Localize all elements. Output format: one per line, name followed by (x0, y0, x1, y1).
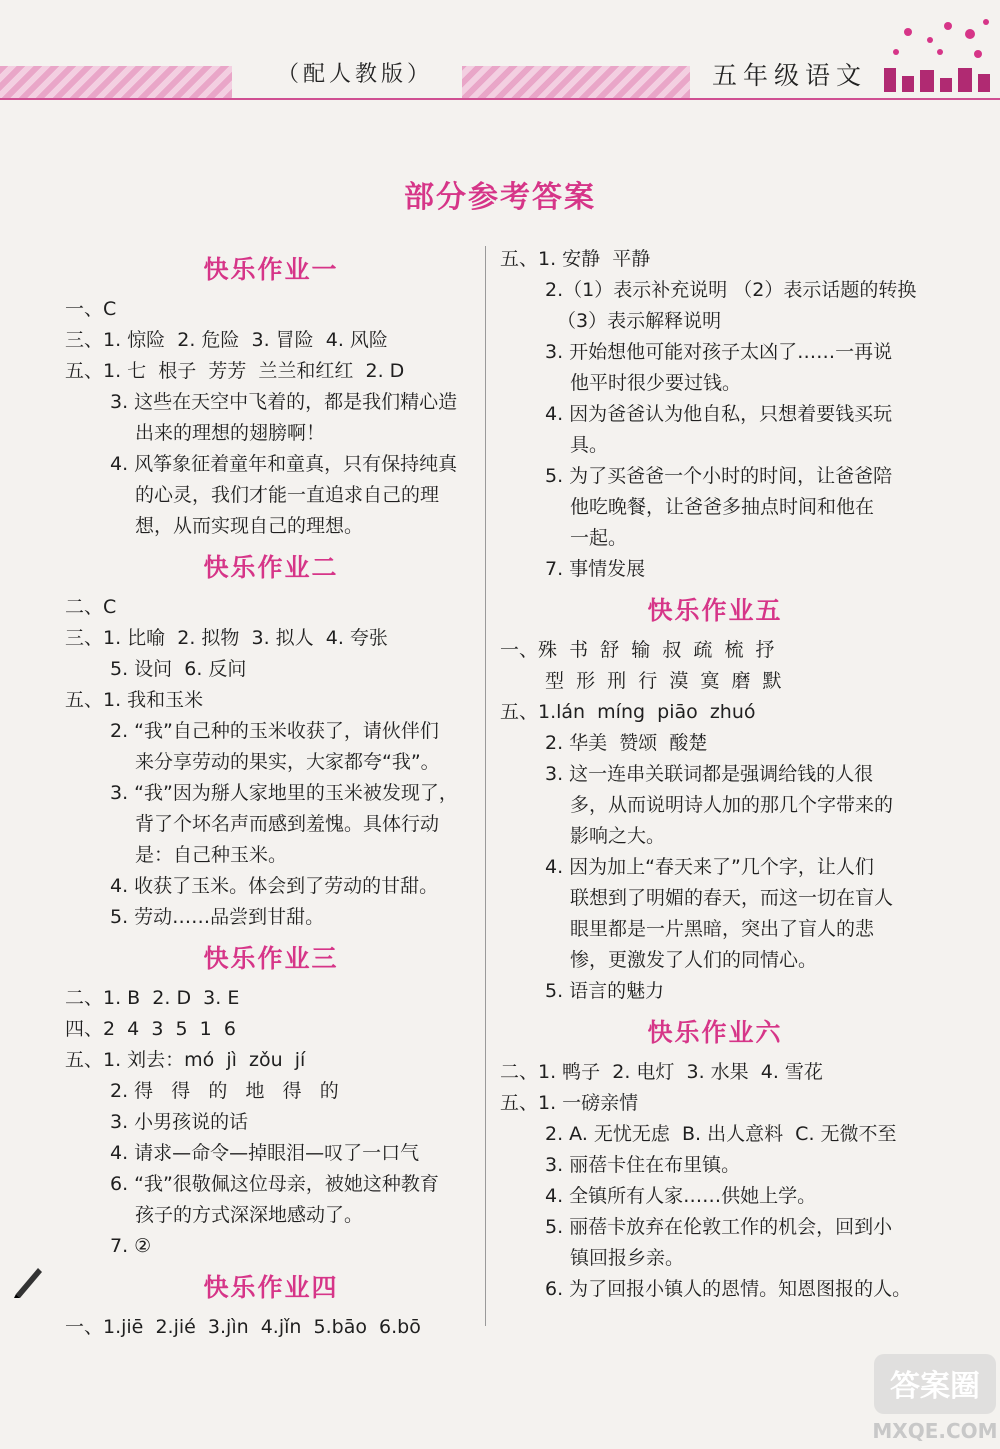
watermark-chars: 答案圈 (890, 1369, 980, 1404)
answer-line: 孩子的方式深深地感动了。 (135, 1204, 364, 1226)
answer-line: 4. 全镇所有人家……供她上学。 (545, 1185, 817, 1207)
answer-line: 型 形 刑 行 漠 寞 磨 默 (545, 670, 782, 692)
answer-line: 2. 华美 赞颂 酸楚 (545, 732, 708, 754)
answer-line: 五、1.lán míng piāo zhuó (500, 701, 756, 723)
answer-line: 7. ② (110, 1235, 152, 1257)
answer-line: 一、1.jiē 2.jié 3.jìn 4.jǐn 5.bāo 6.bō (65, 1316, 421, 1338)
right-column (500, 244, 930, 1305)
answer-line: 五、1. 安静 平静 (500, 248, 651, 270)
answer-line: 3. 丽蓓卡住在布里镇。 (545, 1154, 741, 1176)
answer-line: 镇回报乡亲。 (570, 1247, 685, 1269)
decorative-flowers-icon (878, 12, 996, 96)
answer-line: 三、1. 比喻 2. 拟物 3. 拟人 4. 夸张 (65, 627, 388, 649)
grade-subject-title: 五年级语文 (712, 61, 868, 90)
answer-line: 背了个坏名声而感到羞愧。具体行动 (135, 813, 440, 835)
answer-line: 5. 劳动……品尝到甘甜。 (110, 906, 325, 928)
answer-line: 3. 小男孩说的话 (110, 1111, 249, 1133)
answer-line: 四、2 4 3 5 1 6 (65, 1018, 236, 1040)
answer-line: 7. 事情发展 (545, 558, 646, 580)
answer-line: 五、1. 一磅亲情 (500, 1092, 639, 1114)
answer-line: 影响之大。 (570, 825, 666, 847)
answer-line: 是：自己种玉米。 (135, 844, 288, 866)
answer-line: 五、1. 我和玉米 (65, 689, 204, 711)
answer-line: 五、1. 七 根子 芳芳 兰兰和红红 2. D (65, 360, 405, 382)
column-divider (485, 246, 486, 1326)
section-heading: 快乐作业二 (203, 553, 339, 582)
section-heading: 快乐作业四 (203, 1273, 339, 1302)
answer-line: 6. “我”很敬佩这位母亲，被她这种教育 (110, 1173, 439, 1195)
answer-line: 一、殊 书 舒 输 叔 疏 梳 抒 (500, 639, 775, 661)
answer-line: 的心灵，我们才能一直追求自己的理 (135, 484, 440, 506)
answer-line: 3. 开始想他可能对孩子太凶了……一再说 (545, 341, 893, 363)
answer-line: 二、C (65, 596, 117, 618)
answer-line: 多，从而说明诗人加的那几个字带来的 (570, 794, 894, 816)
answer-line: 6. 为了回报小镇人的恩情。知恩图报的人。 (545, 1278, 912, 1300)
answer-line: 5. 丽蓓卡放弃在伦敦工作的机会，回到小 (545, 1216, 893, 1238)
answer-line: 3. 这些在天空中飞着的，都是我们精心造 (110, 391, 458, 413)
answer-line: 一、C (65, 298, 117, 320)
answer-line: 具。 (570, 434, 609, 456)
answer-line: 一起。 (570, 527, 628, 549)
answer-line: 4. 风筝象征着童年和童真，只有保持纯真 (110, 453, 458, 475)
answer-line: 二、1. B 2. D 3. E (65, 987, 240, 1009)
answer-line: 2. A. 无忧无虑 B. 出人意料 C. 无微不至 (545, 1123, 897, 1145)
section-heading: 快乐作业一 (203, 255, 339, 284)
answer-line: 2. 得 得 的 地 得 的 (110, 1080, 339, 1102)
answer-line: 眼里都是一片黑暗，突出了盲人的悲 (570, 918, 875, 940)
answer-line: 5. 为了买爸爸一个小时的时间，让爸爸陪 (545, 465, 893, 487)
answer-line: 想，从而实现自己的理想。 (135, 515, 364, 537)
answer-line: 4. 请求—命令—掉眼泪—叹了一口气 (110, 1142, 420, 1164)
answer-line: 出来的理想的翅膀啊！ (135, 422, 326, 444)
answer-line: 5. 语言的魅力 (545, 980, 665, 1002)
edition-label: （配人教版） (276, 62, 433, 87)
answer-line: 4. 收获了玉米。体会到了劳动的甘甜。 (110, 875, 439, 897)
answer-line: 2.（1）表示补充说明 （2）表示话题的转换 (545, 279, 917, 301)
section-heading: 快乐作业三 (203, 944, 339, 973)
left-column (65, 244, 477, 1343)
answer-line: 2. “我”自己种的玉米收获了，请伙伴们 (110, 720, 439, 742)
answer-line: 他吃晚餐，让爸爸多抽点时间和他在 (570, 496, 875, 518)
section-heading: 快乐作业五 (647, 596, 783, 625)
answer-line: 二、1. 鸭子 2. 电灯 3. 水果 4. 雪花 (500, 1061, 823, 1083)
answer-line: （3）表示解释说明 (557, 310, 722, 332)
answer-line: 联想到了明媚的春天，而这一切在盲人 (570, 887, 894, 909)
answer-line: 来分享劳动的果实，大家都夸“我”。 (135, 751, 440, 773)
answer-line: 5. 设问 6. 反问 (110, 658, 247, 680)
answer-line: 他平时很少要过钱。 (570, 372, 742, 394)
answer-line: 惨，更激发了人们的同情心。 (570, 949, 818, 971)
watermark-url: MXQE.COM (872, 1419, 998, 1443)
pen-icon (10, 1260, 50, 1300)
page-title: 部分参考答案 (404, 180, 596, 215)
answer-line: 五、1. 刘去：mó jì zǒu jí (65, 1049, 306, 1071)
answer-line: 3. 这一连串关联词都是强调给钱的人很 (545, 763, 874, 785)
answer-line: 3. “我”因为掰人家地里的玉米被发现了， (110, 782, 458, 804)
section-heading: 快乐作业六 (647, 1018, 783, 1047)
answer-line: 三、1. 惊险 2. 危险 3. 冒险 4. 风险 (65, 329, 388, 351)
answer-line: 4. 因为加上“春天来了”几个字，让人们 (545, 856, 874, 878)
answer-line: 4. 因为爸爸认为他自私，只想着要钱买玩 (545, 403, 893, 425)
site-watermark-logo (870, 1350, 1000, 1445)
